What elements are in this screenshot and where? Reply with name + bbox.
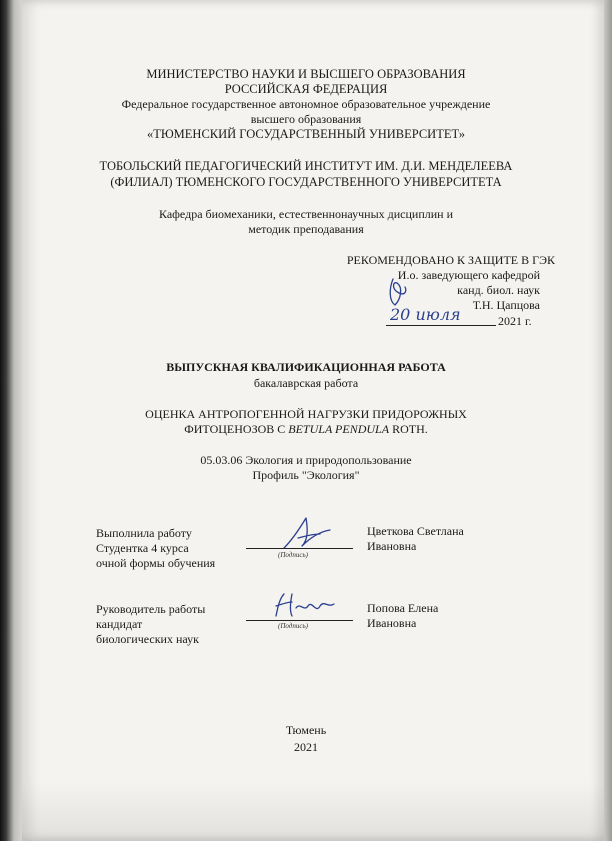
species-name: BETULA PENDULA [288, 422, 390, 436]
approval-date-line [386, 325, 496, 326]
work-title-line-2 [0, 422, 612, 436]
scan-shadow [22, 781, 604, 841]
supervisor-signature-caption: (Подпись) [278, 622, 308, 630]
speciality: 05.03.06 Экология и природопользование [200, 453, 412, 467]
ministry-title: МИНИСТЕРСТВО НАУКИ И ВЫСШЕГО ОБРАЗОВАНИЯ [146, 67, 466, 81]
institute-line-2: (ФИЛИАЛ) ТЮМЕНСКОГО ГОСУДАРСТВЕННОГО УНИВЕРСИТЕТА [110, 175, 502, 189]
supervisor-label-3: биологических наук [96, 632, 199, 646]
profile: Профиль "Экология" [252, 468, 360, 482]
approval-name: Т.Н. Цапцова [472, 298, 540, 312]
author-label-2: Студентка 4 курса [96, 541, 189, 555]
supervisor-signature-line [246, 620, 353, 621]
institution-type: Федеральное государственное автономное образовательное учреждение [121, 97, 491, 111]
author-signature-caption: (Подпись) [278, 551, 308, 559]
approval-position: И.о. заведующего кафедрой [397, 268, 540, 282]
title-text: ФИТОЦЕНОЗОВ С [184, 422, 289, 436]
supervisor-name-2: Ивановна [367, 616, 417, 630]
author-signature-line [246, 548, 353, 549]
footer-year: 2021 [294, 740, 318, 754]
author-signature [278, 510, 338, 552]
footer-city: Тюмень [285, 723, 327, 737]
author-label-3: очной формы обучения [96, 556, 216, 570]
institute-line-1: ТОБОЛЬСКИЙ ПЕДАГОГИЧЕСКИЙ ИНСТИТУТ ИМ. Д.И. МЕНДЕЛЕЕВА [99, 159, 513, 173]
approval-year: 2021 г. [498, 314, 532, 328]
approval-degree: канд. биол. наук [457, 283, 540, 297]
approval-date-handwritten: 20 июля [390, 305, 461, 324]
approval-heading: РЕКОМЕНДОВАНО К ЗАЩИТЕ В ГЭК [346, 253, 555, 267]
author-label-1: Выполнила работу [96, 526, 192, 540]
country-title: РОССИЙСКАЯ ФЕДЕРАЦИЯ [224, 82, 388, 96]
department-line-2: методик преподавания [248, 222, 364, 236]
education-level: высшего образования [250, 112, 362, 126]
author-name-1: Цветкова Светлана [367, 524, 464, 538]
supervisor-label-1: Руководитель работы [96, 602, 206, 616]
university-name: «ТЮМЕНСКИЙ ГОСУДАРСТВЕННЫЙ УНИВЕРСИТЕТ» [146, 127, 466, 141]
work-type: ВЫПУСКНАЯ КВАЛИФИКАЦИОННАЯ РАБОТА [166, 360, 446, 374]
author-name-2: Ивановна [367, 539, 417, 553]
work-title-line-1: ОЦЕНКА АНТРОПОГЕННОЙ НАГРУЗКИ ПРИДОРОЖНЫХ [145, 407, 467, 421]
supervisor-signature [270, 590, 340, 622]
supervisor-name-1: Попова Елена [367, 601, 439, 615]
title-suffix: ROTH. [389, 422, 428, 436]
work-subtype: бакалаврская работа [253, 376, 359, 390]
department-line-1: Кафедра биомеханики, естественнонаучных дисциплин и [158, 207, 454, 221]
supervisor-label-2: кандидат [96, 617, 143, 631]
